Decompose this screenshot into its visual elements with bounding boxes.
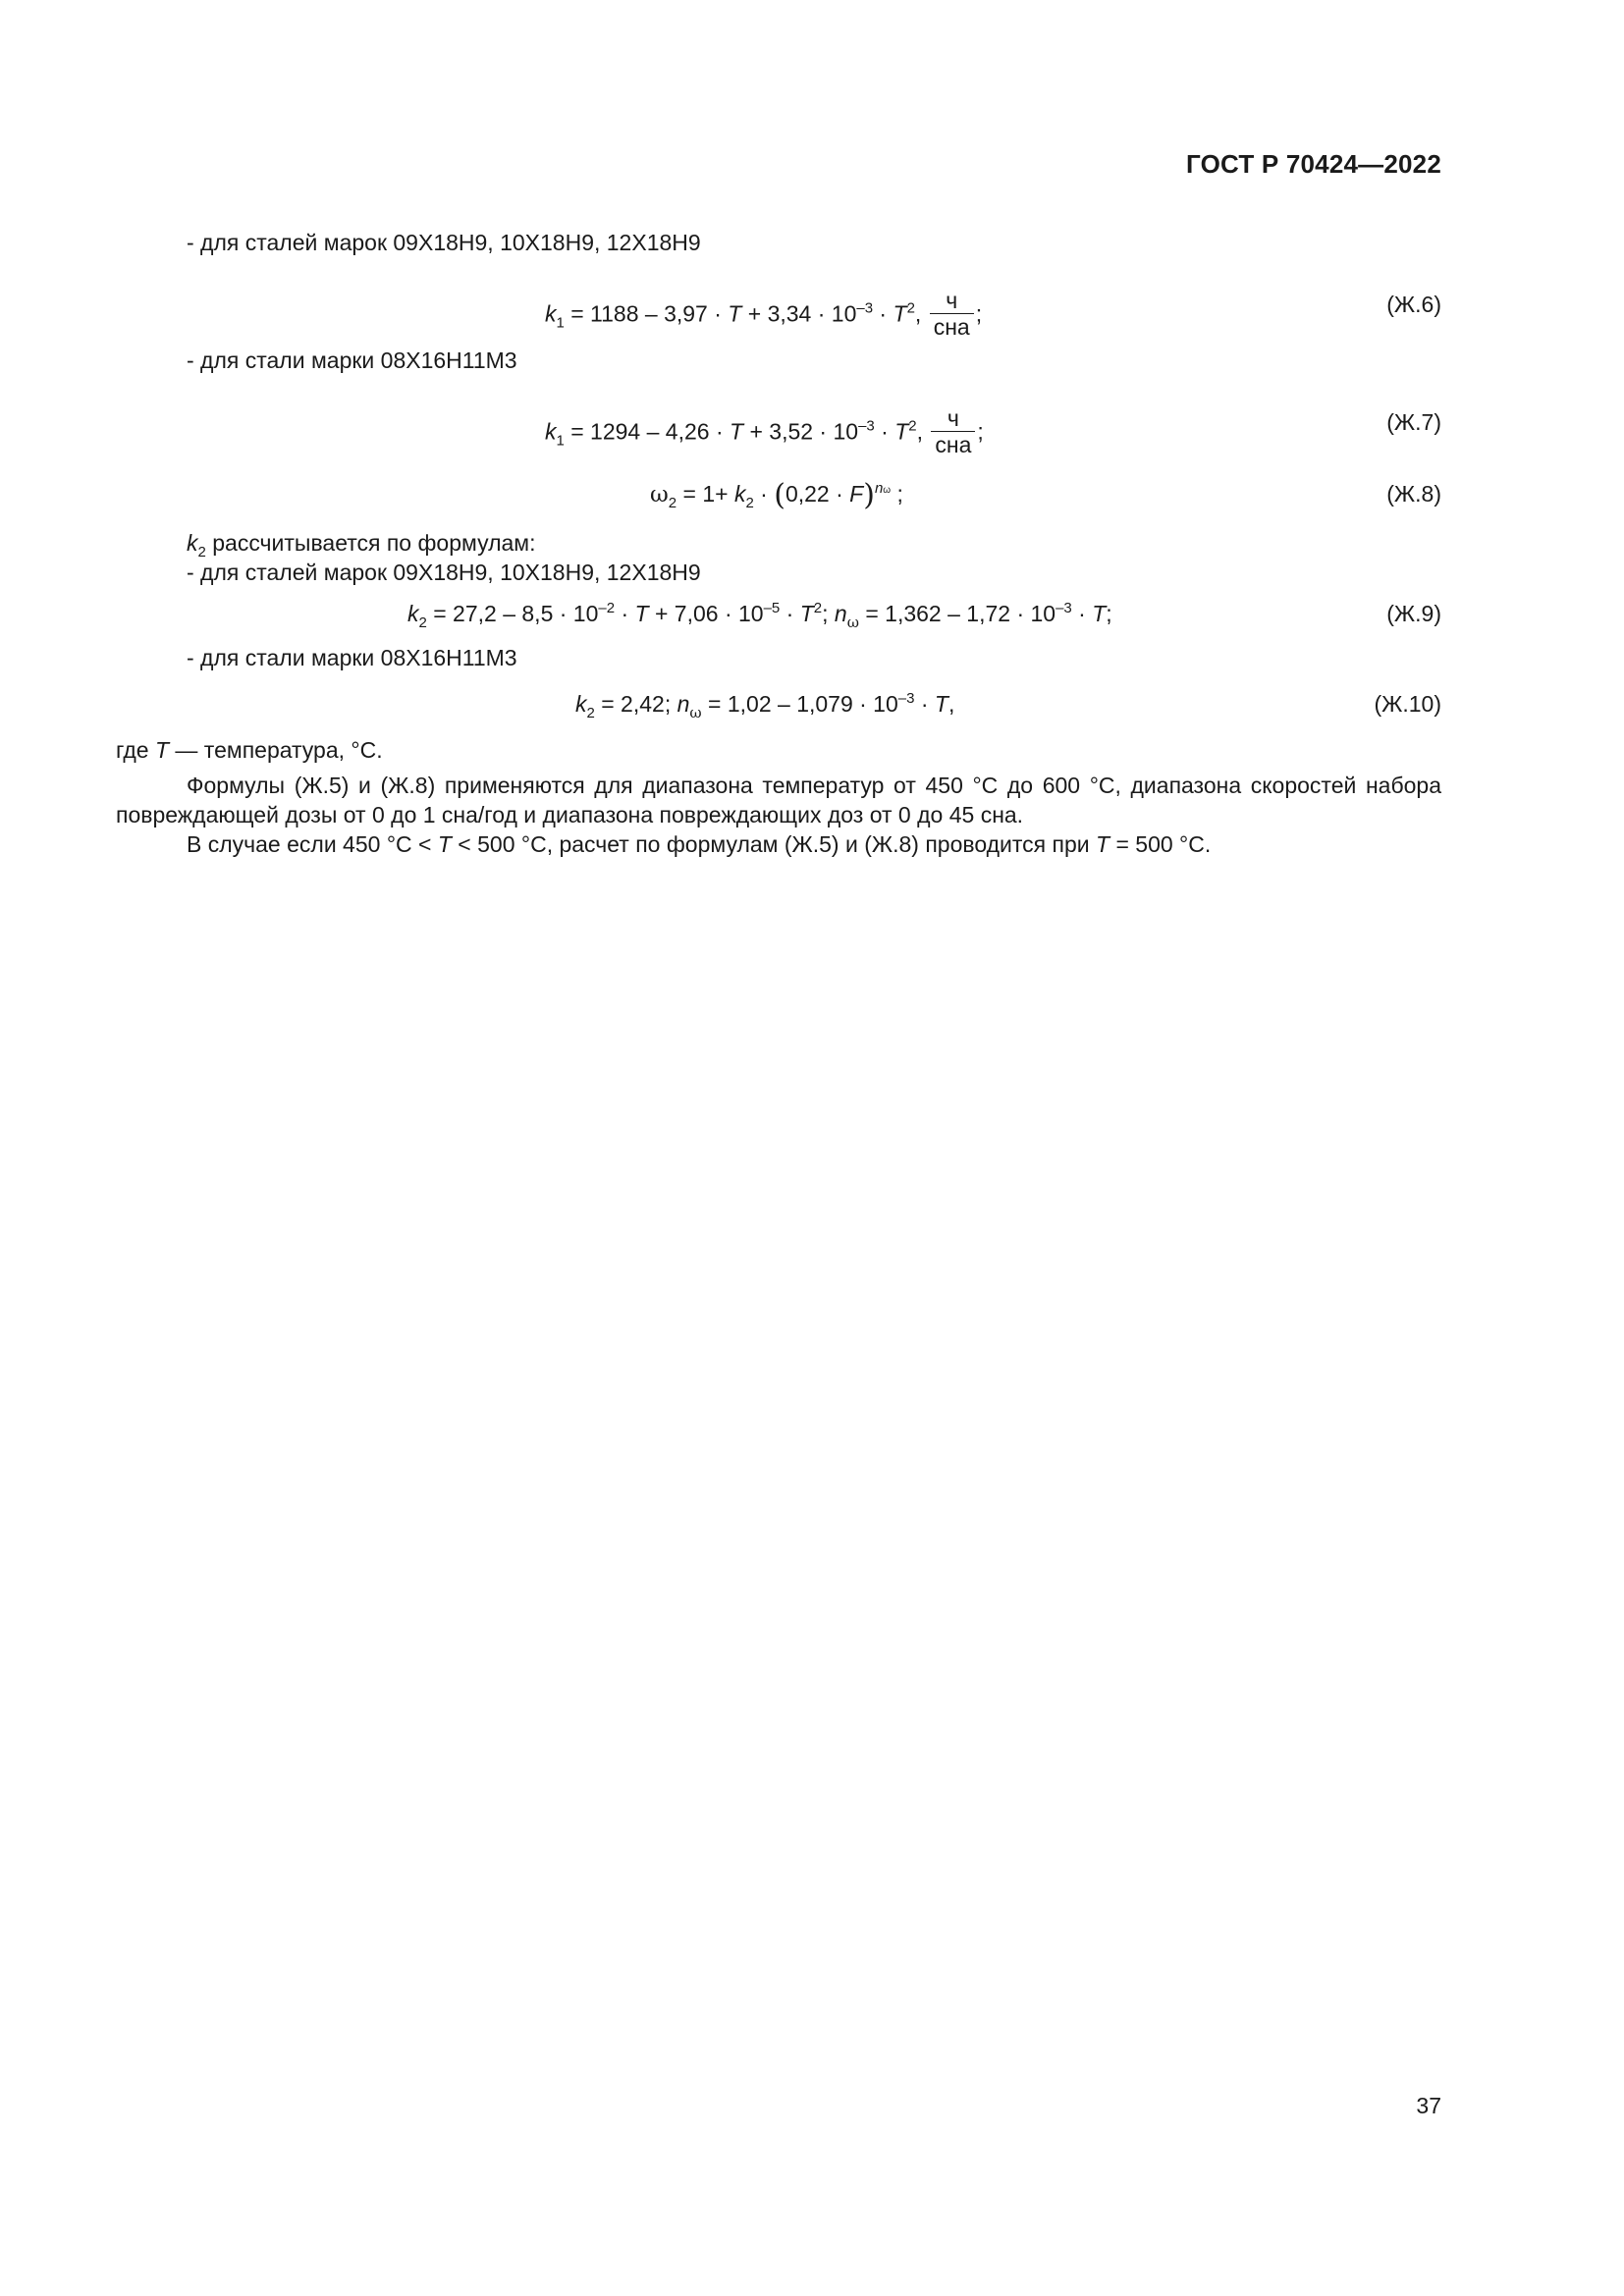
formula-zh6 [545,290,982,342]
paren: ( [774,478,785,512]
exponent: 2 [813,600,823,616]
var-f: F [849,481,864,507]
paragraph-low-temperature [116,829,1441,859]
formula-part: · [1071,601,1093,626]
formula-part: = 27,2 – 8,5 · 10 [426,601,599,626]
where-text: — температура, °С. [169,737,383,763]
var-t: T [799,601,814,626]
subscript: 2 [418,614,427,631]
equation-number-zh10: (Ж.10) [1374,691,1441,717]
formula-part: = 1+ [677,481,734,507]
var-n: n [874,480,884,497]
var-t: T [730,418,744,445]
fraction-denominator: сна [935,432,972,457]
text-run: В случае если 450 °С < [187,831,438,857]
var-k: k [187,530,198,556]
formula-part: · [874,418,895,445]
subscript: 2 [586,705,595,721]
var-n: n [677,691,690,717]
where-prefix: где [116,737,155,763]
fraction-denominator: сна [933,314,970,340]
exponent: –2 [598,600,616,616]
var-n: n [834,601,847,626]
exponent: –3 [897,690,915,707]
var-t: T [437,831,452,857]
formula-part: · [914,691,935,717]
var-t: T [728,300,742,327]
formula-part: = 2,42; [594,691,677,717]
var-t: T [1096,831,1110,857]
equation-number-zh7: (Ж.7) [1386,409,1441,435]
list-item-steel-4: - для стали марки 08Х16Н11М3 [187,645,517,670]
exponent: –3 [858,417,875,435]
formula-part: ; [975,300,983,327]
paragraph-applicability: Формулы (Ж.5) и (Ж.8) применяются для диапазона температур от 450 °С до 600 °С, диапазона скоростей набора повреждающей дозы от 0 до 1 сна/год и диапазона повреждающих доз от 0 до 45 сна. [116,773,1441,828]
formula-part: = 1294 – 4,26 · [564,418,730,445]
intro-text: рассчитывается по формулам: [205,530,536,556]
formula-zh9 [407,599,1112,631]
formula-part: · [780,601,800,626]
subscript: 1 [556,314,565,332]
formula-zh7 [545,407,984,459]
list-item-steels-1: - для сталей марок 09Х18Н9, 10Х18Н9, 12Х18Н9 [187,230,701,255]
k2-intro [187,528,536,561]
exponent: 2 [906,299,915,317]
subscript: 2 [197,544,206,561]
formula-part: , [947,691,955,717]
equation-number-zh8: (Ж.8) [1386,481,1441,507]
var-omega: ω [650,482,669,507]
formula-part: ; [822,601,835,626]
subscript: 1 [556,432,565,450]
exponent: –3 [1056,600,1072,616]
var-k: k [575,691,587,717]
var-t: T [934,691,948,717]
list-item-steels-3: - для сталей марок 09Х18Н9, 10Х18Н9, 12Х18Н9 [187,560,701,585]
subscript: ω [883,485,892,496]
var-k: k [545,418,557,445]
var-k: k [733,481,746,507]
var-t: T [154,737,170,763]
subscript: 2 [745,495,754,511]
formula-part: = 1,02 – 1,079 · 10 [701,691,898,717]
formula-zh10 [575,689,954,719]
page-number: 37 [1416,2093,1441,2118]
equation-number-zh6: (Ж.6) [1386,292,1441,317]
unit-fraction [930,288,974,340]
exponent: –3 [856,299,874,317]
formula-part: · [615,601,635,626]
var-t: T [893,300,907,327]
formula-part: ; [1106,601,1112,626]
where-line [116,735,383,765]
formula-part: , [914,300,922,327]
formula-part: · [753,481,775,507]
unit-fraction [931,405,975,457]
var-t: T [1092,601,1107,626]
var-t: T [634,601,649,626]
list-item-steel-2: - для стали марки 08Х16Н11М3 [187,347,517,373]
text-run: < 500 °С, расчет по формулам (Ж.5) и (Ж.8) проводится при [451,831,1097,857]
subscript: ω [689,704,702,721]
fraction-numerator: ч [930,288,974,314]
formula-part: + 7,06 · 10 [648,601,764,626]
fraction-numerator: ч [931,405,975,432]
formula-part: = 1188 – 3,97 · [564,300,729,327]
formula-part: · [873,300,893,327]
formula-part: + 3,52 · 10 [743,418,859,445]
formula-part: ; [977,418,984,445]
subscript: ω [846,614,859,631]
var-k: k [545,300,557,327]
formula-part: , [916,418,923,445]
var-k: k [407,601,419,626]
text-run: = 500 °С. [1110,831,1212,857]
paren: ) [863,478,875,512]
var-t: T [894,418,909,445]
formula-part: ; [891,481,903,507]
equation-number-zh9: (Ж.9) [1386,601,1441,626]
exponent [875,480,891,497]
formula-zh8 [650,479,903,510]
exponent: 2 [908,417,917,435]
formula-part: = 1,362 – 1,72 · 10 [858,601,1056,626]
formula-part: + 3,34 · 10 [741,300,857,327]
subscript: 2 [668,495,677,511]
formula-part: 0,22 · [785,481,850,507]
document-header: ГОСТ Р 70424—2022 [1186,149,1441,179]
exponent: –5 [763,600,781,616]
